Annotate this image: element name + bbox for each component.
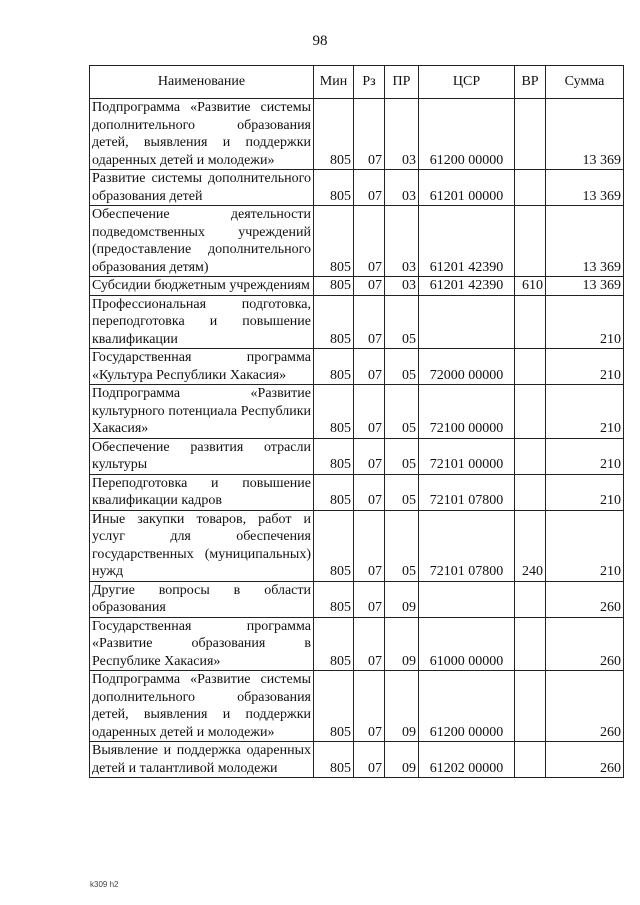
row-pr: 09 bbox=[385, 671, 419, 742]
row-min: 805 bbox=[314, 170, 354, 206]
row-sum: 210 bbox=[546, 510, 624, 581]
row-rz: 07 bbox=[354, 295, 385, 349]
table-row bbox=[90, 510, 624, 581]
row-name: Подпрограмма «Развитие системы дополнительного образования детей, выявления и поддержки одаренных детей и молодежи» bbox=[90, 99, 314, 170]
row-min: 805 bbox=[314, 510, 354, 581]
table-row bbox=[90, 277, 624, 296]
row-sum: 210 bbox=[546, 349, 624, 385]
row-rz: 07 bbox=[354, 206, 385, 277]
table-row bbox=[90, 617, 624, 671]
row-sum: 13 369 bbox=[546, 277, 624, 296]
row-pr: 05 bbox=[385, 510, 419, 581]
row-pr: 05 bbox=[385, 474, 419, 510]
row-name: Обеспечение развития отрасли культуры bbox=[90, 438, 314, 474]
table-row bbox=[90, 99, 624, 170]
row-name: Развитие системы дополнительного образования детей bbox=[90, 170, 314, 206]
header-name: Наименование bbox=[90, 66, 314, 99]
row-pr: 09 bbox=[385, 742, 419, 778]
row-csr: 61200 00000 bbox=[419, 99, 515, 170]
row-csr: 61201 00000 bbox=[419, 170, 515, 206]
table-row bbox=[90, 385, 624, 439]
row-pr: 03 bbox=[385, 99, 419, 170]
table-row bbox=[90, 581, 624, 617]
header-rz: Рз bbox=[354, 66, 385, 99]
table-row bbox=[90, 206, 624, 277]
row-vr bbox=[515, 438, 546, 474]
row-rz: 07 bbox=[354, 671, 385, 742]
row-vr: 610 bbox=[515, 277, 546, 296]
row-sum: 210 bbox=[546, 438, 624, 474]
table-header-row bbox=[90, 66, 624, 99]
row-min: 805 bbox=[314, 438, 354, 474]
row-vr bbox=[515, 671, 546, 742]
row-name: Субсидии бюджетным учреждениям bbox=[90, 277, 314, 296]
row-name: Государственная программа «Развитие образования в Республике Хакасия» bbox=[90, 617, 314, 671]
row-pr: 05 bbox=[385, 438, 419, 474]
row-pr: 09 bbox=[385, 581, 419, 617]
row-rz: 07 bbox=[354, 277, 385, 296]
row-rz: 07 bbox=[354, 438, 385, 474]
table-row bbox=[90, 295, 624, 349]
row-min: 805 bbox=[314, 742, 354, 778]
row-sum: 13 369 bbox=[546, 99, 624, 170]
table-row bbox=[90, 742, 624, 778]
header-vr: ВР bbox=[515, 66, 546, 99]
row-rz: 07 bbox=[354, 742, 385, 778]
row-csr: 61201 42390 bbox=[419, 277, 515, 296]
row-name: Обеспечение деятельности подведомственных учреждений (предоставление дополнительного образования детям) bbox=[90, 206, 314, 277]
row-min: 805 bbox=[314, 99, 354, 170]
row-pr: 05 bbox=[385, 349, 419, 385]
row-pr: 03 bbox=[385, 277, 419, 296]
row-vr bbox=[515, 474, 546, 510]
header-csr: ЦСР bbox=[419, 66, 515, 99]
row-sum: 260 bbox=[546, 617, 624, 671]
row-min: 805 bbox=[314, 295, 354, 349]
row-name: Профессиональная подготовка, переподготовка и повышение квалификации bbox=[90, 295, 314, 349]
row-rz: 07 bbox=[354, 385, 385, 439]
header-min: Мин bbox=[314, 66, 354, 99]
row-csr: 61202 00000 bbox=[419, 742, 515, 778]
footer-code: k309 h2 bbox=[90, 880, 119, 889]
row-rz: 07 bbox=[354, 581, 385, 617]
row-csr: 72101 07800 bbox=[419, 474, 515, 510]
row-min: 805 bbox=[314, 277, 354, 296]
row-rz: 07 bbox=[354, 474, 385, 510]
row-csr bbox=[419, 295, 515, 349]
row-sum: 210 bbox=[546, 385, 624, 439]
row-sum: 260 bbox=[546, 742, 624, 778]
row-csr bbox=[419, 581, 515, 617]
row-name: Государственная программа «Культура Республики Хакасия» bbox=[90, 349, 314, 385]
row-rz: 07 bbox=[354, 349, 385, 385]
row-min: 805 bbox=[314, 671, 354, 742]
row-rz: 07 bbox=[354, 617, 385, 671]
table-row bbox=[90, 474, 624, 510]
row-sum: 260 bbox=[546, 581, 624, 617]
row-sum: 210 bbox=[546, 295, 624, 349]
row-name: Другие вопросы в области образования bbox=[90, 581, 314, 617]
row-name: Выявление и поддержка одаренных детей и талантливой молодежи bbox=[90, 742, 314, 778]
row-min: 805 bbox=[314, 474, 354, 510]
row-pr: 05 bbox=[385, 385, 419, 439]
row-sum: 210 bbox=[546, 474, 624, 510]
budget-table bbox=[89, 65, 624, 778]
row-sum: 260 bbox=[546, 671, 624, 742]
row-csr: 61201 42390 bbox=[419, 206, 515, 277]
row-name: Переподготовка и повышение квалификации кадров bbox=[90, 474, 314, 510]
row-name: Иные закупки товаров, работ и услуг для обеспечения государственных (муниципальных) нужд bbox=[90, 510, 314, 581]
row-min: 805 bbox=[314, 581, 354, 617]
row-vr bbox=[515, 581, 546, 617]
row-sum: 13 369 bbox=[546, 206, 624, 277]
row-vr bbox=[515, 99, 546, 170]
row-csr: 61000 00000 bbox=[419, 617, 515, 671]
row-csr: 72101 00000 bbox=[419, 438, 515, 474]
header-pr: ПР bbox=[385, 66, 419, 99]
table-row bbox=[90, 170, 624, 206]
row-vr bbox=[515, 385, 546, 439]
row-min: 805 bbox=[314, 206, 354, 277]
row-min: 805 bbox=[314, 617, 354, 671]
row-vr bbox=[515, 349, 546, 385]
row-pr: 03 bbox=[385, 170, 419, 206]
row-vr bbox=[515, 206, 546, 277]
row-pr: 09 bbox=[385, 617, 419, 671]
row-min: 805 bbox=[314, 385, 354, 439]
row-min: 805 bbox=[314, 349, 354, 385]
row-rz: 07 bbox=[354, 510, 385, 581]
row-pr: 03 bbox=[385, 206, 419, 277]
row-name: Подпрограмма «Развитие культурного потенциала Республики Хакасия» bbox=[90, 385, 314, 439]
row-sum: 13 369 bbox=[546, 170, 624, 206]
row-vr bbox=[515, 295, 546, 349]
row-rz: 07 bbox=[354, 99, 385, 170]
row-vr: 240 bbox=[515, 510, 546, 581]
row-csr: 72101 07800 bbox=[419, 510, 515, 581]
row-pr: 05 bbox=[385, 295, 419, 349]
header-sum: Сумма bbox=[546, 66, 624, 99]
table-row bbox=[90, 349, 624, 385]
row-vr bbox=[515, 170, 546, 206]
row-vr bbox=[515, 742, 546, 778]
page-number: 98 bbox=[312, 33, 328, 49]
row-csr: 61200 00000 bbox=[419, 671, 515, 742]
row-csr: 72100 00000 bbox=[419, 385, 515, 439]
row-csr: 72000 00000 bbox=[419, 349, 515, 385]
table-row bbox=[90, 671, 624, 742]
row-name: Подпрограмма «Развитие системы дополнительного образования детей, выявления и поддержки одаренных детей и молодежи» bbox=[90, 671, 314, 742]
table-row bbox=[90, 438, 624, 474]
row-vr bbox=[515, 617, 546, 671]
row-rz: 07 bbox=[354, 170, 385, 206]
